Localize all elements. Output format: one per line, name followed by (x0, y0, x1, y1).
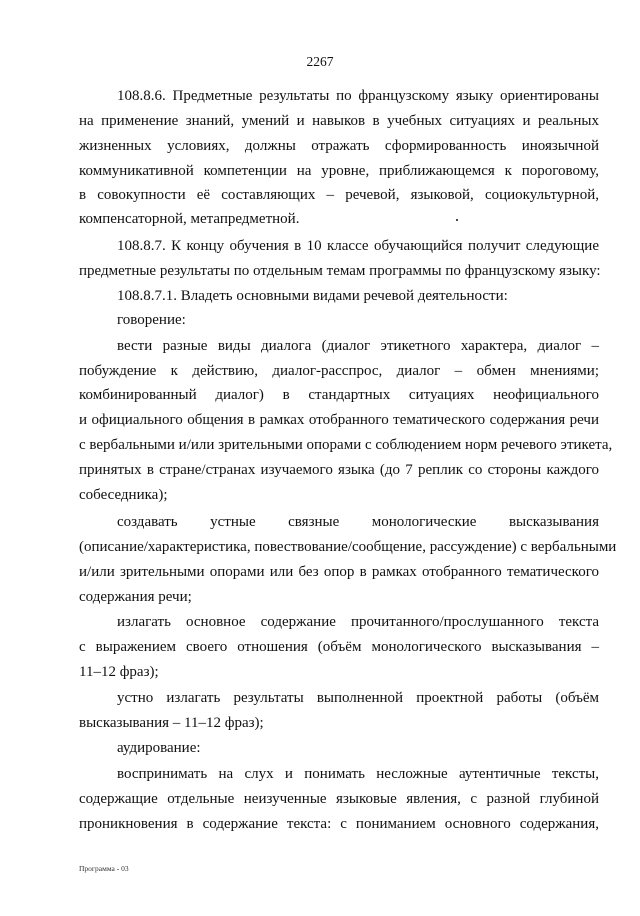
paragraph-line: коммуникативной компетенции на уровне, приближающемся к пороговому, (79, 163, 599, 179)
paragraph-line: воспринимать на слух и понимать несложные аутентичные тексты, (117, 766, 599, 782)
paragraph-line: содержания речи; (79, 589, 192, 605)
paragraph-line: побуждение к действию, диалог-расспрос, диалог – обмен мнениями; (79, 363, 599, 379)
paragraph-line: устно излагать результаты выполненной проектной работы (объём (117, 690, 599, 706)
paragraph-line: жизненных условиях, должны отражать сформированность иноязычной (79, 138, 599, 154)
paragraph-line: 108.8.7. К концу обучения в 10 классе обучающийся получит следующие (117, 238, 599, 254)
section-heading: аудирование: (117, 740, 201, 756)
paragraph-line: на применение знаний, умений и навыков в учебных ситуациях и реальных (79, 113, 599, 129)
paragraph-line: и/или зрительными опорами или без опор в рамках отобранного тематического (79, 564, 599, 580)
paragraph-line: предметные результаты по отдельным темам программы по французскому языку: (79, 263, 601, 279)
paragraph-line: излагать основное содержание прочитанного/прослушанного текста (117, 614, 599, 630)
paragraph-line: проникновения в содержание текста: с пониманием основного содержания, (79, 816, 599, 832)
paragraph-line: (описание/характеристика, повествование/сообщение, рассуждение) с вербальными (79, 539, 617, 555)
paragraph-line: высказывания – 11–12 фраз); (79, 715, 264, 731)
paragraph-line: компенсаторной, метапредметной. (79, 211, 300, 227)
paragraph-line: содержащие отдельные неизученные языковые явления, с разной глубиной (79, 791, 599, 807)
section-heading: говорение: (117, 312, 186, 328)
paragraph-line: собеседника); (79, 487, 168, 503)
page-footer: Программа - 03 (79, 864, 129, 873)
paragraph-line: с вербальными и/или зрительными опорами с соблюдением норм речевого этикета, (79, 437, 613, 453)
paragraph-line: комбинированный диалог) в стандартных ситуациях неофициального (79, 387, 599, 403)
paragraph-line: принятых в стране/странах изучаемого языка (до 7 реплик со стороны каждого (79, 462, 599, 478)
paragraph-line: 11–12 фраз); (79, 664, 159, 680)
paragraph-line: 108.8.7.1. Владеть основными видами речевой деятельности: (117, 288, 508, 304)
paragraph-line: вести разные виды диалога (диалог этикетного характера, диалог – (117, 338, 599, 354)
paragraph-line: 108.8.6. Предметные результаты по французскому языку ориентированы (117, 88, 599, 104)
stray-dot (456, 219, 458, 221)
paragraph-line: и официального общения в рамках отобранного тематического содержания речи (79, 412, 599, 428)
paragraph-line: с выражением своего отношения (объём монологического высказывания – (79, 639, 599, 655)
paragraph-line: в совокупности её составляющих – речевой, языковой, социокультурной, (79, 187, 599, 203)
paragraph-line: создавать устные связные монологические высказывания (117, 514, 599, 530)
page-number: 2267 (306, 54, 334, 69)
